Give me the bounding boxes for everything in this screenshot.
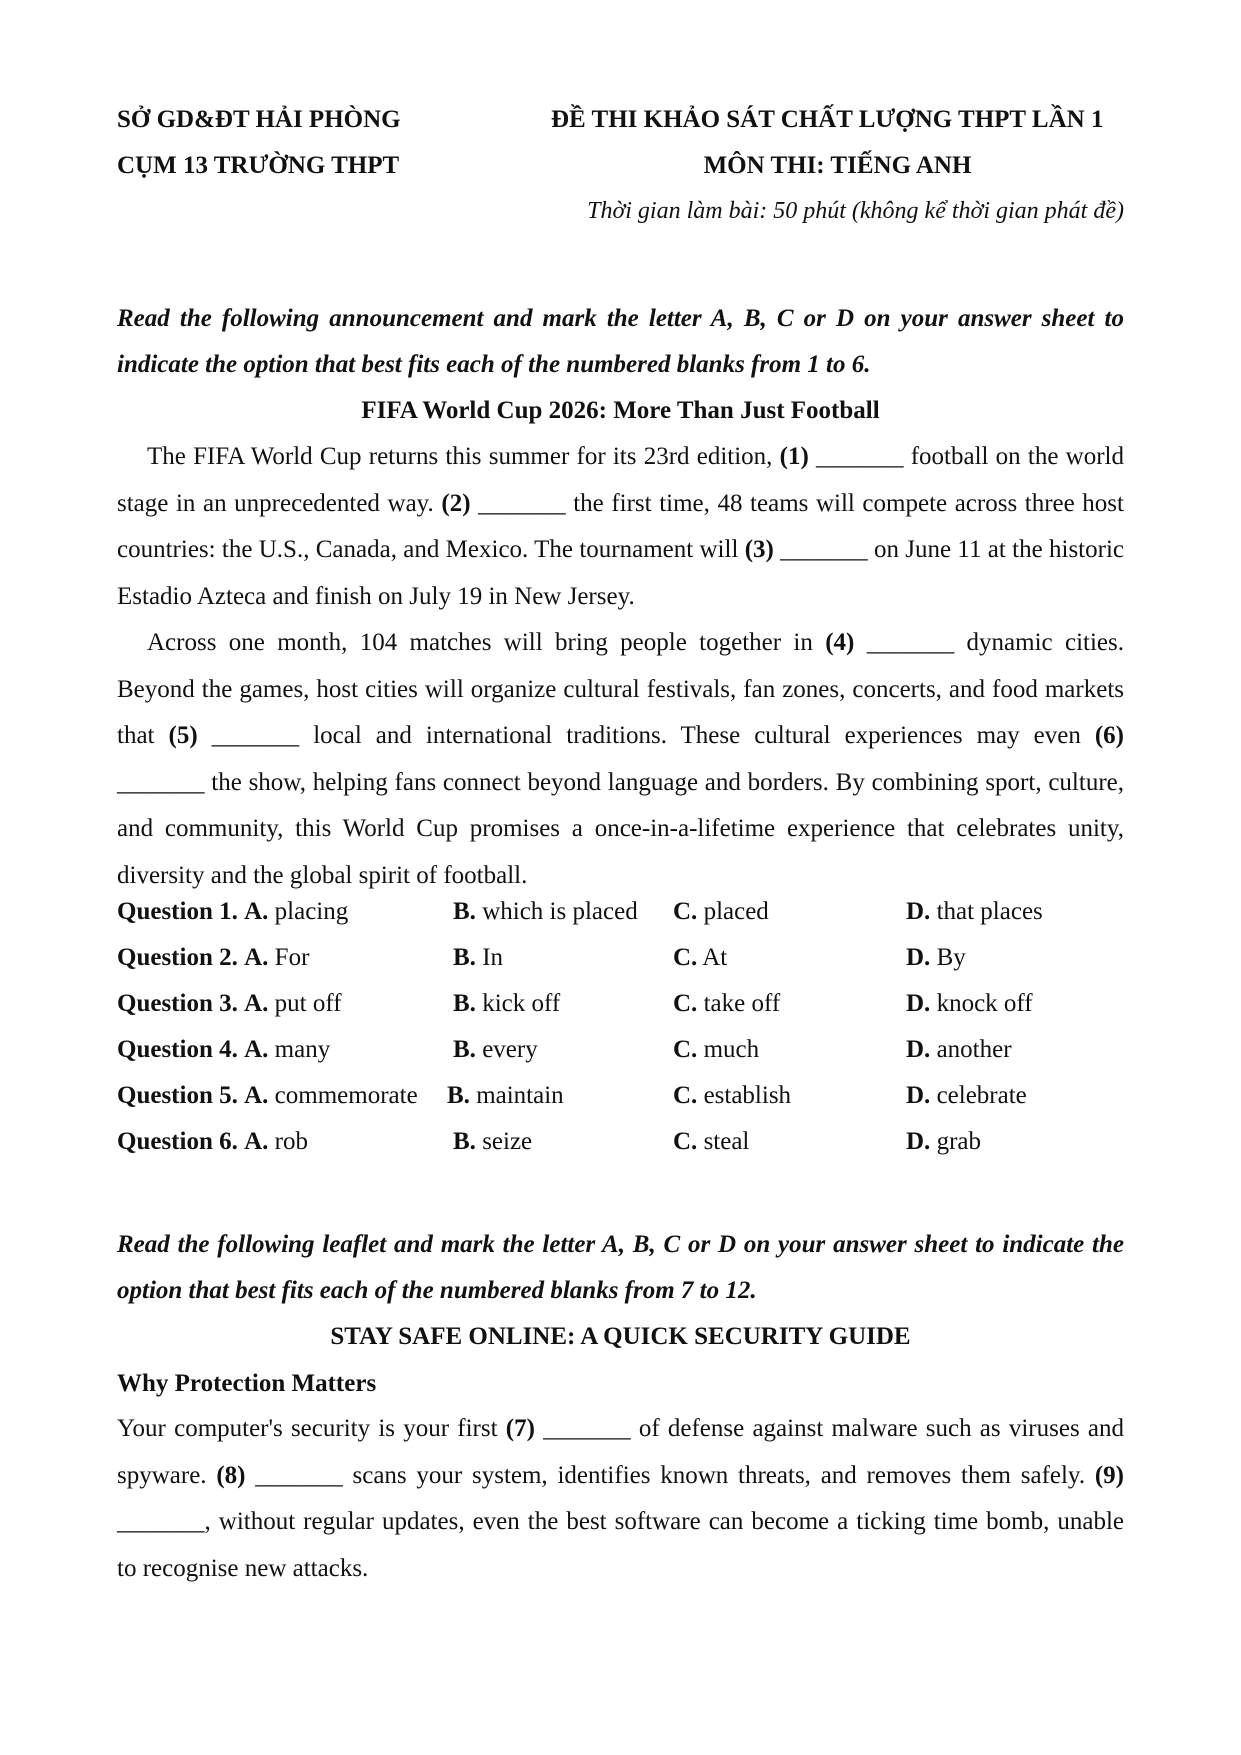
question-row: Question 4. A. many B. every C. much D. another [117,1036,1012,1063]
school-cluster: CỤM 13 TRƯỜNG THPT [117,152,400,179]
section1-title: FIFA World Cup 2026: More Than Just Football [361,397,880,424]
section2-instruction: Read the following leaflet and mark the letter A, B, C or D on your answer sheet to indicate the option that best fits each of the numbered blanks from 7 to 12. [117,1231,1124,1304]
question-row: Question 5. A. commemorate B. maintain C. establish D. celebrate [117,1082,1027,1109]
exam-subject: MÔN THI: TIẾNG ANH [703,152,972,179]
question-row: Question 3. A. put off B. kick off C. take off D. knock off [117,990,1033,1017]
section1-instruction: Read the following announcement and mark the letter A, B, C or D on your answer sheet to indicate the option that best fits each of the numbered blanks from 1 to 6. [117,305,1124,378]
exam-duration: Thời gian làm bài: 50 phút (không kể thời gian phát đề) [587,198,1124,224]
section2-title: STAY SAFE ONLINE: A QUICK SECURITY GUIDE [330,1323,911,1350]
section2-passage [117,1406,1124,1592]
question-row: Question 6. A. rob B. seize C. steal D. grab [117,1128,981,1155]
passage-paragraph-1: The FIFA World Cup returns this summer for its 23rd edition, (1) _______ football on the world stage in an unprecedented way. (2) _______ the first time, 48 teams will compete across three host countries: the U.S., Canada, and Mexico. The tournament will (3) _______ on June 11 at the historic Estadio Azteca and finish on July 19 in New Jersey. [117,443,1124,610]
exam-title: ĐỀ THI KHẢO SÁT CHẤT LƯỢNG THPT LẦN 1 [551,106,1104,133]
section1-passage [117,434,1124,899]
school-department: SỞ GD&ĐT HẢI PHÒNG [117,106,401,133]
passage-paragraph-1: Your computer's security is your first (7) _______ of defense against malware such as viruses and spyware. (8) _______ scans your system, identifies known threats, and removes them safely. (9) _______, without regular updates, even the best software can become a ticking time bomb, unable to recognise new attacks. [117,1415,1124,1582]
question-row: Question 1. A. placing B. which is placed C. placed D. that places [117,898,1043,925]
section2-subheading: Why Protection Matters [117,1370,377,1397]
question-row: Question 2. A. For B. In C. At D. By [117,944,966,971]
passage-paragraph-2: Across one month, 104 matches will bring people together in (4) _______ dynamic cities. Beyond the games, host cities will organize cultural festivals, fan zones, concerts, and food markets that (5) _______ local and international traditions. These cultural experiences may even (6) _______ the show, helping fans connect beyond language and borders. By combining sport, culture, and community, this World Cup promises a once-in-a-lifetime experience that celebrates unity, diversity and the global spirit of football. [117,629,1124,889]
